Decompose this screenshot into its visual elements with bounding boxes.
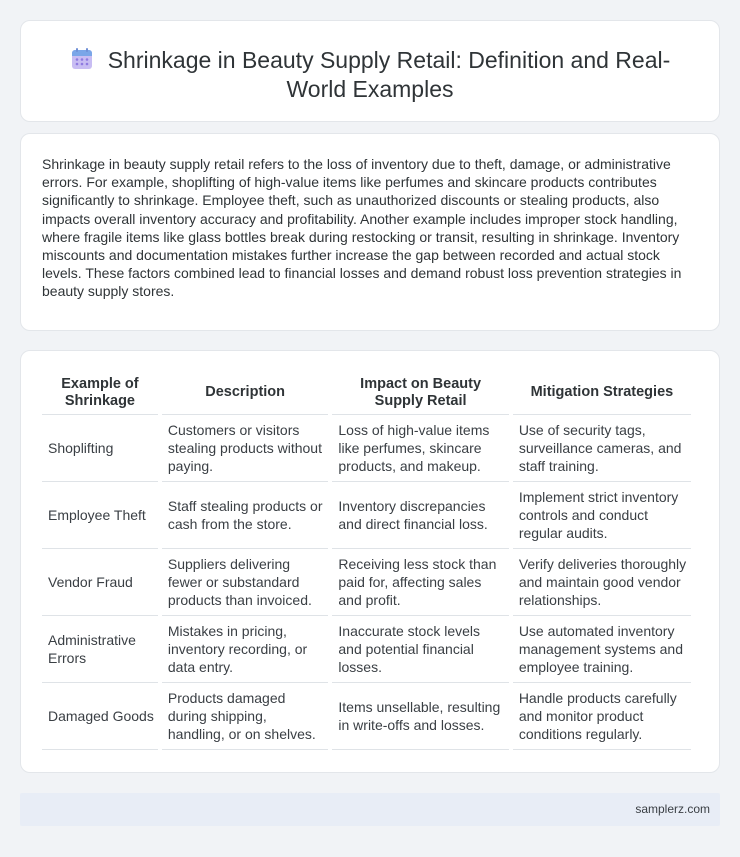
cell-impact: Loss of high-value items like perfumes, skincare products, and makeup. xyxy=(332,415,508,482)
cell-impact: Inaccurate stock levels and potential financial losses. xyxy=(332,616,508,683)
table-row xyxy=(42,683,691,750)
header-description: Description xyxy=(162,371,329,415)
cell-example: Employee Theft xyxy=(42,482,158,549)
cell-description: Products damaged during shipping, handling, or on shelves. xyxy=(162,683,329,750)
cell-mitigation: Implement strict inventory controls and conduct regular audits. xyxy=(513,482,691,549)
table-row xyxy=(42,616,691,683)
intro-card xyxy=(20,133,720,331)
table-row xyxy=(42,482,691,549)
title-card xyxy=(20,20,720,122)
page-title-block xyxy=(61,46,679,104)
cell-example: Damaged Goods xyxy=(42,683,158,750)
table-header-row xyxy=(42,371,691,415)
cell-example: Vendor Fraud xyxy=(42,549,158,616)
calendar-icon xyxy=(70,47,94,71)
cell-description: Customers or visitors stealing products without paying. xyxy=(162,415,329,482)
cell-example: Administrative Errors xyxy=(42,616,158,683)
header-impact: Impact on Beauty Supply Retail xyxy=(332,371,508,415)
table-row xyxy=(42,549,691,616)
intro-paragraph: Shrinkage in beauty supply retail refers to the loss of inventory due to theft, damage, or administrative errors. For example, shoplifting of high-value items like perfumes and skincare products contributes significantly to shrinkage. Employee theft, such as unauthorized discounts or stealing products, also impacts overall inventory accuracy and profitability. Another example includes improper stock handling, where fragile items like glass bottles break during restocking or transit, resulting in shrinkage. Inventory miscounts and documentation mistakes further increase the gap between recorded and actual stock levels. These factors combined lead to financial losses and demand robust loss prevention strategies in beauty supply stores. xyxy=(42,156,682,300)
cell-description: Suppliers delivering fewer or substandard products than invoiced. xyxy=(162,549,329,616)
cell-mitigation: Verify deliveries thoroughly and maintain good vendor relationships. xyxy=(513,549,691,616)
shrinkage-table xyxy=(38,371,695,750)
footer-bar xyxy=(20,793,720,826)
page-title: Shrinkage in Beauty Supply Retail: Definition and Real-World Examples xyxy=(107,47,671,102)
cell-mitigation: Use of security tags, surveillance cameras, and staff training. xyxy=(513,415,691,482)
cell-impact: Items unsellable, resulting in write-offs and losses. xyxy=(332,683,508,750)
table-card xyxy=(20,350,720,773)
header-example: Example of Shrinkage xyxy=(42,371,158,415)
cell-example: Shoplifting xyxy=(42,415,158,482)
cell-description: Staff stealing products or cash from the store. xyxy=(162,482,329,549)
cell-impact: Inventory discrepancies and direct financial loss. xyxy=(332,482,508,549)
cell-mitigation: Handle products carefully and monitor product conditions regularly. xyxy=(513,683,691,750)
header-mitigation: Mitigation Strategies xyxy=(513,371,691,415)
footer-source: samplerz.com xyxy=(635,802,710,816)
cell-impact: Receiving less stock than paid for, affecting sales and profit. xyxy=(332,549,508,616)
cell-mitigation: Use automated inventory management systems and employee training. xyxy=(513,616,691,683)
cell-description: Mistakes in pricing, inventory recording, or data entry. xyxy=(162,616,329,683)
table-row xyxy=(42,415,691,482)
